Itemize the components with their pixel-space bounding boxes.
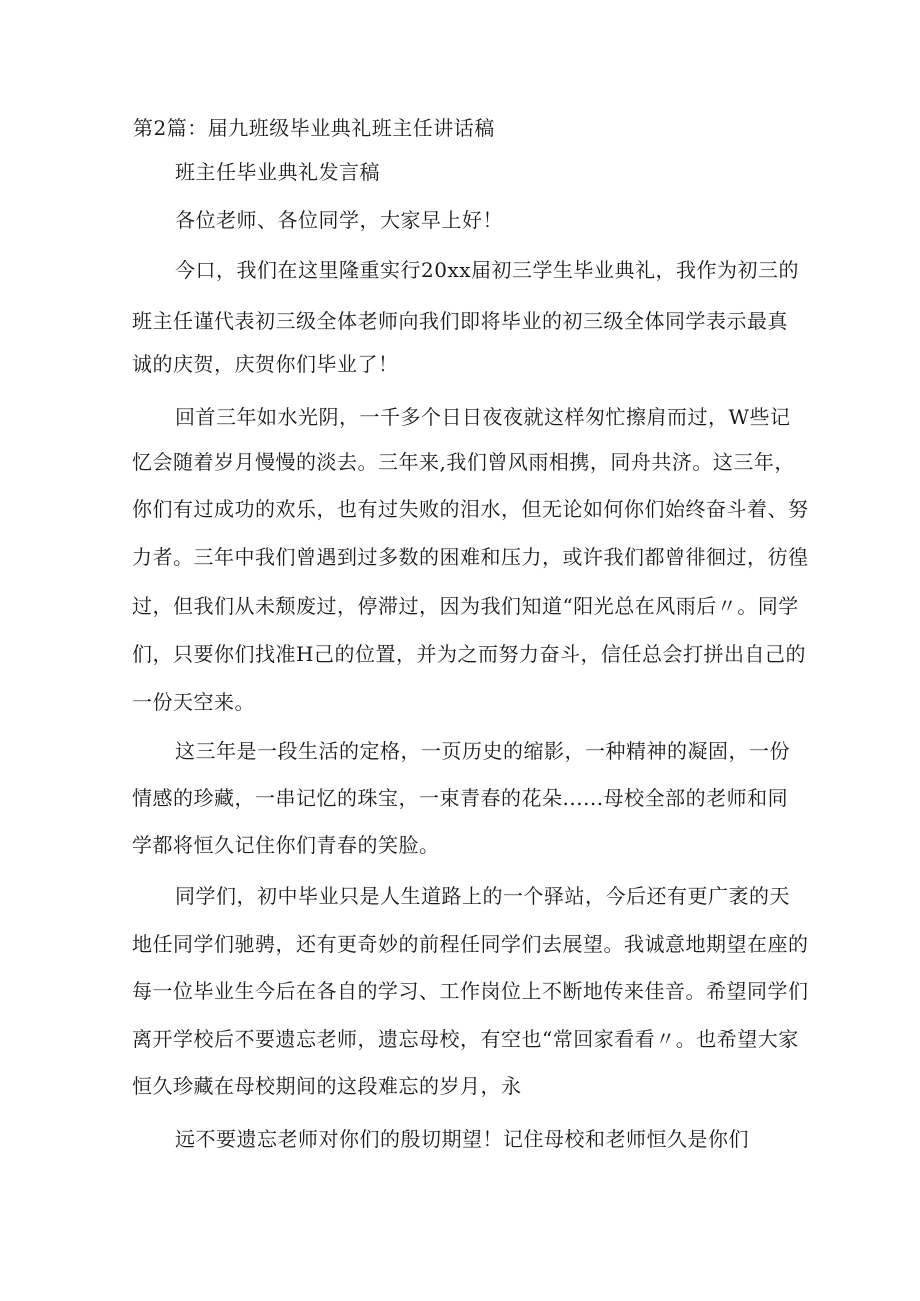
paragraph-line: 恒久珍藏在母校期间的这段难忘的岁月，永 <box>132 1074 522 1098</box>
document-heading: 第2篇：届九班级毕业典礼班主任讲话稿 <box>133 116 495 140</box>
paragraph-line: 回首三年如水光阴，一千多个日日夜夜就这样匆忙擦肩而过，W些记 <box>175 405 791 429</box>
paragraph-line: 同学们，初中毕业只是人生道路上的一个驿站，今后还有更广袤的天 <box>175 884 790 908</box>
paragraph-line: 一份天空来。 <box>132 690 255 714</box>
paragraph-line: 忆会随着岁月慢慢的淡去。三年来,我们曾风雨相携，同舟共济。这三年， <box>132 450 795 474</box>
paragraph-line: 们，只要你们找准H己的位置，并为之而努力奋斗，信任总会打拼出自己的 <box>132 642 806 666</box>
paragraph-line: 情感的珍藏，一串记忆的珠宝，一束青春的花朵......母校全部的老师和同 <box>132 786 789 810</box>
paragraph-line: 今口，我们在这里隆重实行20xx届初三学生毕业典礼，我作为初三的 <box>175 258 800 282</box>
document-subtitle: 班主任毕业典礼发言稿 <box>175 160 380 184</box>
paragraph-line: 诚的庆贺，庆贺你们毕业了！ <box>132 352 399 376</box>
paragraph-line: 远不要遗忘老师对你们的殷切期望！记住母校和老师恒久是你们 <box>175 1127 749 1151</box>
greeting-line: 各位老师、各位同学，大家早上好！ <box>175 208 503 232</box>
paragraph-line: 学都将恒久记住你们青春的笑脸。 <box>132 833 440 857</box>
paragraph-line: 这三年是一段生活的定格，一页历史的缩影，一种精神的凝固，一份 <box>175 739 790 763</box>
paragraph-line: 地任同学们驰骋，还有更奇妙的前程任同学们去展望。我诚意地期望在座的 <box>132 932 809 956</box>
paragraph-line: 你们有过成功的欢乐，也有过失败的泪水，但无论如何你们始终奋斗着、努 <box>132 497 809 521</box>
paragraph-line: 离开学校后不要遗忘老师，遗忘母校，有空也“常回家看看〃。也希望大家 <box>132 1027 799 1051</box>
paragraph-line: 班主任谨代表初三级全体老师向我们即将毕业的初三级全体同学表示最真 <box>132 309 788 333</box>
paragraph-line: 过，但我们从未颓废过，停滞过，因为我们知道“阳光总在风雨后〃。同学 <box>132 594 799 618</box>
paragraph-line: 每一位毕业生今后在各自的学习、工作岗位上不断地传来佳音。希望同学们 <box>132 979 809 1003</box>
paragraph-line: 力者。三年中我们曾遇到过多数的困难和压力，或许我们都曾徘徊过，彷徨 <box>132 545 809 569</box>
